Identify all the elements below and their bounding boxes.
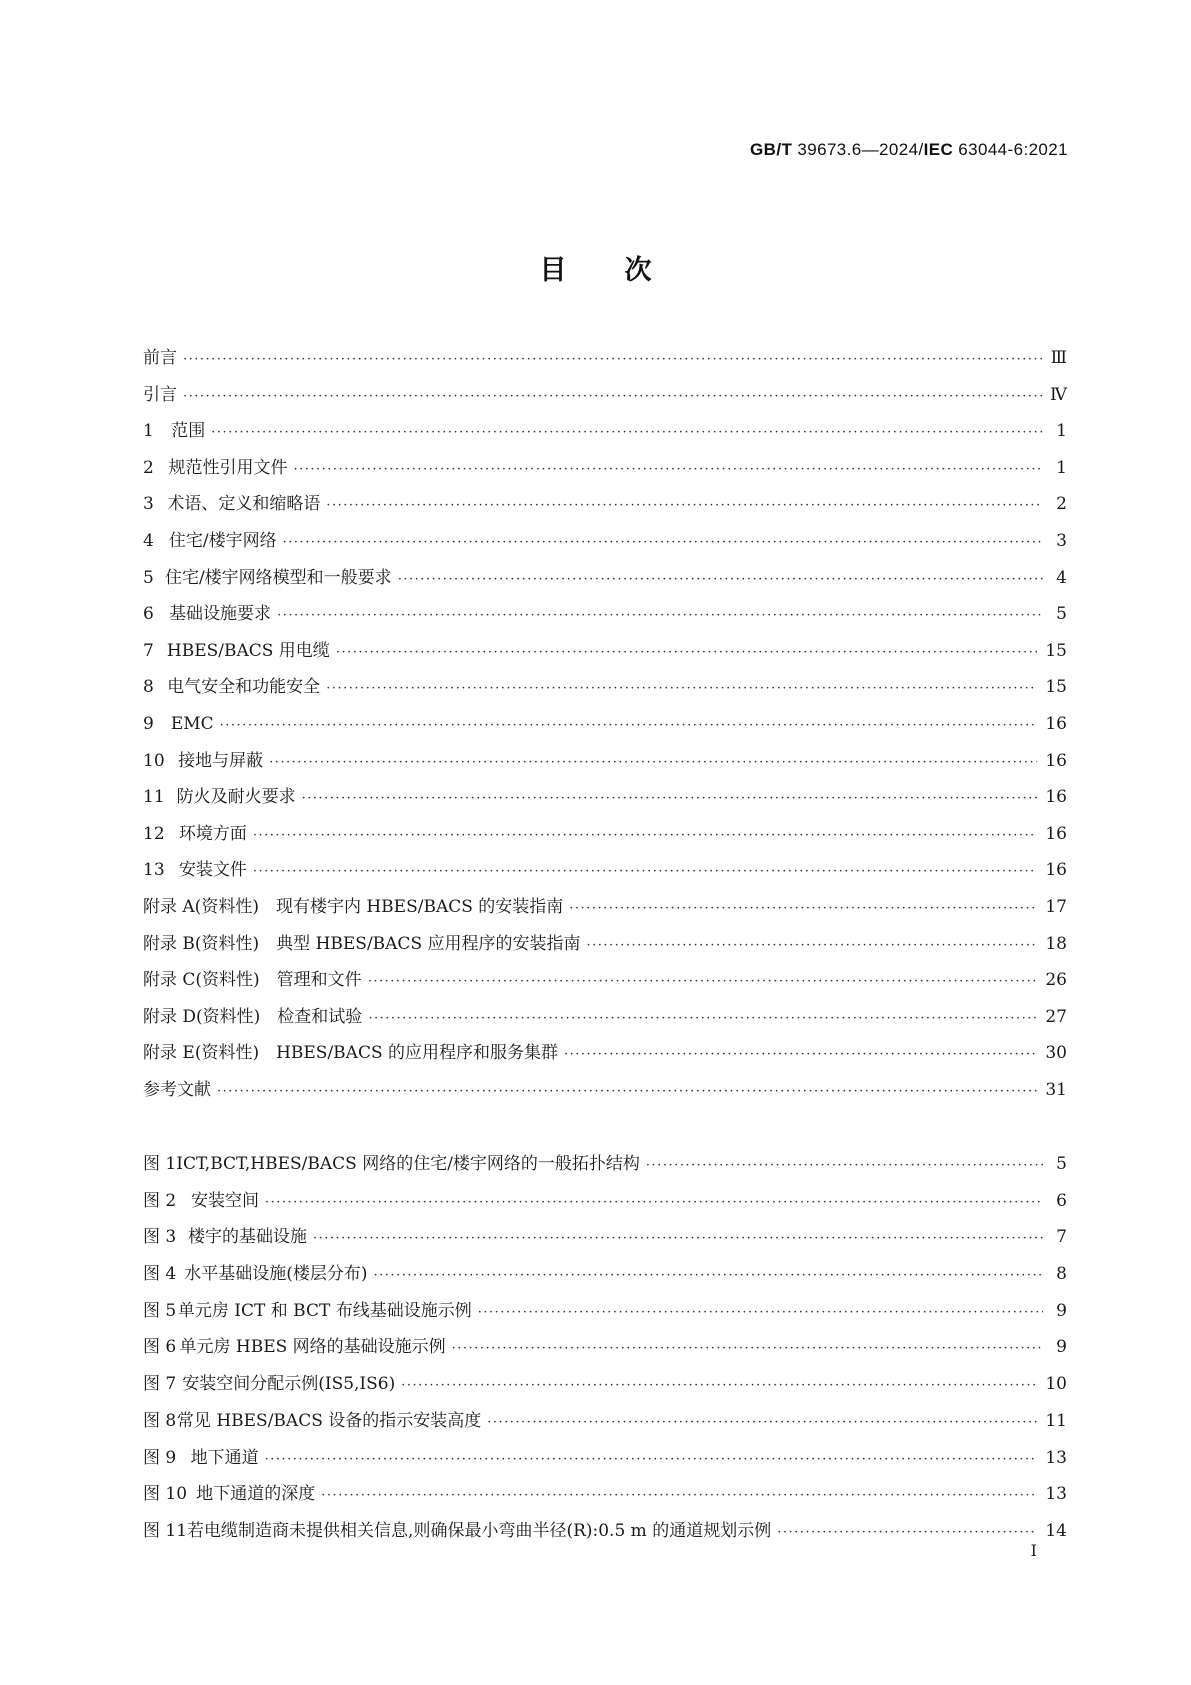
figure-entry-title: 水平基础设施(楼层分布) — [184, 1264, 368, 1285]
figure-entry[interactable] — [143, 1293, 1067, 1330]
toc-entry-title: HBES/BACS 用电缆 — [166, 640, 330, 661]
toc-entry-page: 30 — [1045, 1043, 1067, 1064]
toc-entry-number: 3 — [143, 494, 154, 515]
standard-code-gbt: GB/T — [750, 140, 793, 159]
toc-entry-title: 住宅/楼宇网络模型和一般要求 — [164, 567, 392, 588]
toc-entry[interactable] — [143, 450, 1067, 487]
toc-entry-title: 环境方面 — [178, 823, 247, 844]
dot-leader — [569, 891, 1037, 928]
figure-entry-title: 地下通道的深度 — [196, 1484, 316, 1505]
dot-leader — [326, 671, 1037, 708]
toc-entry-page: 27 — [1045, 1006, 1067, 1027]
toc-entry-title: 参考文献 — [143, 1079, 211, 1100]
dot-leader — [321, 1478, 1037, 1515]
toc-entry-page: Ⅳ — [1050, 384, 1067, 405]
toc-entry[interactable] — [143, 926, 1067, 963]
figure-entry-number: 图 7 — [143, 1374, 177, 1395]
figure-entry[interactable] — [143, 1329, 1067, 1366]
toc-entry-number: 13 — [143, 860, 165, 881]
toc-entry-page: 4 — [1056, 567, 1067, 588]
toc-entry-page: Ⅲ — [1050, 348, 1067, 368]
dot-leader — [269, 745, 1037, 782]
toc-entry[interactable] — [143, 743, 1067, 780]
toc-entry[interactable] — [143, 816, 1067, 853]
toc-entry[interactable] — [143, 1035, 1067, 1072]
dot-leader — [220, 708, 1038, 745]
toc-entry[interactable] — [143, 779, 1067, 816]
figure-entry-number: 图 5 — [143, 1300, 177, 1321]
dot-leader — [478, 1295, 1043, 1332]
figure-entry-page: 9 — [1056, 1337, 1067, 1358]
dot-leader — [183, 342, 1043, 379]
toc-entry-number: 4 — [143, 530, 154, 551]
figure-entry-title: ICT,BCT,HBES/BACS 网络的住宅/楼宇网络的一般拓扑结构 — [176, 1154, 640, 1174]
figure-entry[interactable] — [143, 1476, 1067, 1513]
toc-entry-title: 基础设施要求 — [169, 604, 272, 625]
toc-entry[interactable] — [143, 340, 1067, 377]
toc-entry-page: 18 — [1045, 933, 1067, 954]
toc-entry-number: 10 — [143, 750, 165, 771]
figure-entry-number: 图 9 — [143, 1447, 177, 1468]
figure-entry-page: 9 — [1056, 1300, 1067, 1321]
standard-code-iec: IEC — [923, 140, 954, 159]
toc-entry-number: 7 — [143, 640, 154, 661]
toc-entry[interactable] — [143, 852, 1067, 889]
dot-leader — [183, 379, 1042, 416]
dot-leader — [646, 1148, 1043, 1185]
figure-entry-page: 14 — [1045, 1520, 1067, 1541]
toc-entry[interactable] — [143, 1072, 1067, 1109]
toc-entry-title: 附录 A(资料性) 现有楼宇内 HBES/BACS 的安装指南 — [143, 896, 564, 917]
dot-leader — [401, 1368, 1037, 1405]
dot-leader — [217, 1074, 1037, 1111]
figure-entry-title: 若电缆制造商未提供相关信息,则确保最小弯曲半径(R):0.5 m 的通道规划示例 — [187, 1520, 772, 1541]
figure-entry[interactable] — [143, 1183, 1067, 1220]
dot-leader — [313, 1221, 1043, 1258]
figure-entry-page: 6 — [1056, 1190, 1067, 1211]
toc-entry-title: 附录 D(资料性) 检查和试验 — [143, 1006, 363, 1027]
dot-leader — [277, 598, 1043, 635]
standard-code — [750, 140, 1068, 160]
toc-entry-page: 16 — [1045, 823, 1067, 844]
toc-entry-title: 前言 — [143, 348, 177, 368]
figure-entry-page: 13 — [1045, 1484, 1067, 1505]
standard-code-iec-number: 63044-6:2021 — [953, 140, 1068, 159]
figure-entry-title: 安装空间 — [190, 1190, 259, 1211]
toc-entry-number: 6 — [143, 604, 154, 625]
toc-entry-title: 安装文件 — [178, 860, 247, 881]
toc-entry[interactable] — [143, 633, 1067, 670]
toc-entry-page: 16 — [1045, 750, 1067, 771]
figure-entry[interactable] — [143, 1256, 1067, 1293]
figure-entry-page: 10 — [1045, 1374, 1067, 1395]
toc-entry-title: 附录 C(资料性) 管理和文件 — [143, 970, 362, 991]
figure-entry-title: 楼宇的基础设施 — [188, 1227, 308, 1248]
toc-entry-number: 9 — [143, 713, 154, 734]
toc-entry-number: 1 — [143, 421, 154, 442]
figure-entry-number: 图 11 — [143, 1520, 188, 1541]
toc-entry-page: 31 — [1045, 1079, 1067, 1100]
toc-entry-number: 11 — [143, 787, 165, 808]
figure-entry-title: 常见 HBES/BACS 设备的指示安装高度 — [176, 1410, 482, 1431]
dot-leader — [253, 818, 1038, 855]
toc-entry[interactable] — [143, 486, 1067, 523]
toc-entry-title: EMC — [170, 713, 214, 734]
toc-entry-page: 16 — [1045, 860, 1067, 881]
toc-entry-title: 接地与屏蔽 — [178, 750, 264, 771]
figure-entry-number: 图 1 — [143, 1154, 177, 1174]
toc-entry[interactable] — [143, 999, 1067, 1036]
list-of-figures — [143, 1146, 1067, 1550]
figure-entry-title: 单元房 HBES 网络的基础设施示例 — [179, 1337, 446, 1358]
toc-entry-number: 5 — [143, 567, 154, 588]
dot-leader — [398, 562, 1043, 599]
toc-entry-page: 26 — [1045, 970, 1067, 991]
figure-entry[interactable] — [143, 1513, 1067, 1550]
dot-leader — [368, 1001, 1037, 1038]
dot-leader — [253, 854, 1038, 891]
toc-entry[interactable] — [143, 377, 1067, 414]
dot-leader — [564, 1037, 1037, 1074]
toc-entry-page: 16 — [1045, 787, 1067, 808]
table-of-contents — [143, 340, 1067, 1108]
toc-entry-number: 8 — [143, 677, 154, 698]
dot-leader — [452, 1331, 1043, 1368]
figure-entry-page: 11 — [1045, 1410, 1067, 1431]
toc-entry-page: 15 — [1045, 677, 1067, 698]
dot-leader — [211, 415, 1043, 452]
figure-entry-number: 图 8 — [143, 1410, 177, 1431]
dot-leader — [368, 964, 1038, 1001]
toc-entry-title: 电气安全和功能安全 — [167, 677, 321, 698]
standard-code-number: 39673.6—2024/ — [792, 140, 924, 159]
toc-entry-title: 住宅/楼宇网络 — [168, 530, 277, 551]
figure-entry-title: 单元房 ICT 和 BCT 布线基础设施示例 — [177, 1300, 472, 1321]
figure-entry-number: 图 10 — [143, 1484, 188, 1505]
toc-entry-page: 1 — [1056, 421, 1067, 442]
toc-entry-title: 规范性引用文件 — [168, 457, 288, 478]
dot-leader — [294, 452, 1044, 489]
figure-entry-title: 地下通道 — [190, 1447, 259, 1468]
figure-entry-page: 5 — [1056, 1154, 1067, 1174]
toc-entry-number: 12 — [143, 823, 165, 844]
page-number: I — [1030, 1541, 1037, 1560]
toc-entry[interactable] — [143, 523, 1067, 560]
dot-leader — [265, 1185, 1043, 1222]
toc-entry[interactable] — [143, 560, 1067, 597]
toc-entry-title: 术语、定义和缩略语 — [167, 494, 321, 515]
dot-leader — [777, 1515, 1037, 1552]
toc-entry-page: 16 — [1045, 713, 1067, 734]
toc-entry-page: 2 — [1056, 494, 1067, 515]
toc-entry-title: 附录 E(资料性) HBES/BACS 的应用程序和服务集群 — [143, 1043, 559, 1064]
toc-entry-title: 引言 — [143, 384, 177, 405]
page-title: 目次 — [539, 255, 710, 286]
toc-entry[interactable] — [143, 596, 1067, 633]
figure-entry-page: 7 — [1056, 1227, 1067, 1248]
toc-entry[interactable] — [143, 706, 1067, 743]
toc-entry-title: 防火及耐火要求 — [176, 787, 296, 808]
figure-entry-page: 8 — [1056, 1264, 1067, 1285]
figure-entry[interactable] — [143, 1219, 1067, 1256]
toc-entry[interactable] — [143, 669, 1067, 706]
dot-leader — [302, 781, 1038, 818]
dot-leader — [587, 928, 1038, 965]
toc-entry-title: 范围 — [171, 421, 206, 442]
toc-entry[interactable] — [143, 413, 1067, 450]
dot-leader — [336, 635, 1038, 672]
toc-entry-page: 15 — [1045, 640, 1067, 661]
toc-entry[interactable] — [143, 962, 1067, 999]
dot-leader — [283, 525, 1043, 562]
figure-entry-title: 安装空间分配示例(IS5,IS6) — [182, 1374, 396, 1395]
figure-entry-number: 图 6 — [143, 1337, 177, 1358]
figure-entry[interactable] — [143, 1403, 1067, 1440]
figure-entry[interactable] — [143, 1366, 1067, 1403]
figure-entry-number: 图 2 — [143, 1190, 177, 1211]
figure-entry[interactable] — [143, 1440, 1067, 1477]
figure-entry-page: 13 — [1045, 1447, 1067, 1468]
toc-entry-title: 附录 B(资料性) 典型 HBES/BACS 应用程序的安装指南 — [143, 933, 581, 954]
figure-entry-number: 图 4 — [143, 1264, 177, 1285]
toc-entry-page: 17 — [1045, 896, 1067, 917]
toc-entry-number: 2 — [143, 457, 154, 478]
toc-entry-page: 5 — [1056, 604, 1067, 625]
dot-leader — [374, 1258, 1043, 1295]
dot-leader — [487, 1405, 1037, 1442]
figure-entry[interactable] — [143, 1146, 1067, 1183]
figure-entry-number: 图 3 — [143, 1227, 177, 1248]
toc-entry[interactable] — [143, 889, 1067, 926]
dot-leader — [326, 488, 1043, 525]
toc-entry-page: 1 — [1056, 457, 1067, 478]
dot-leader — [265, 1442, 1038, 1479]
toc-entry-page: 3 — [1056, 530, 1067, 551]
